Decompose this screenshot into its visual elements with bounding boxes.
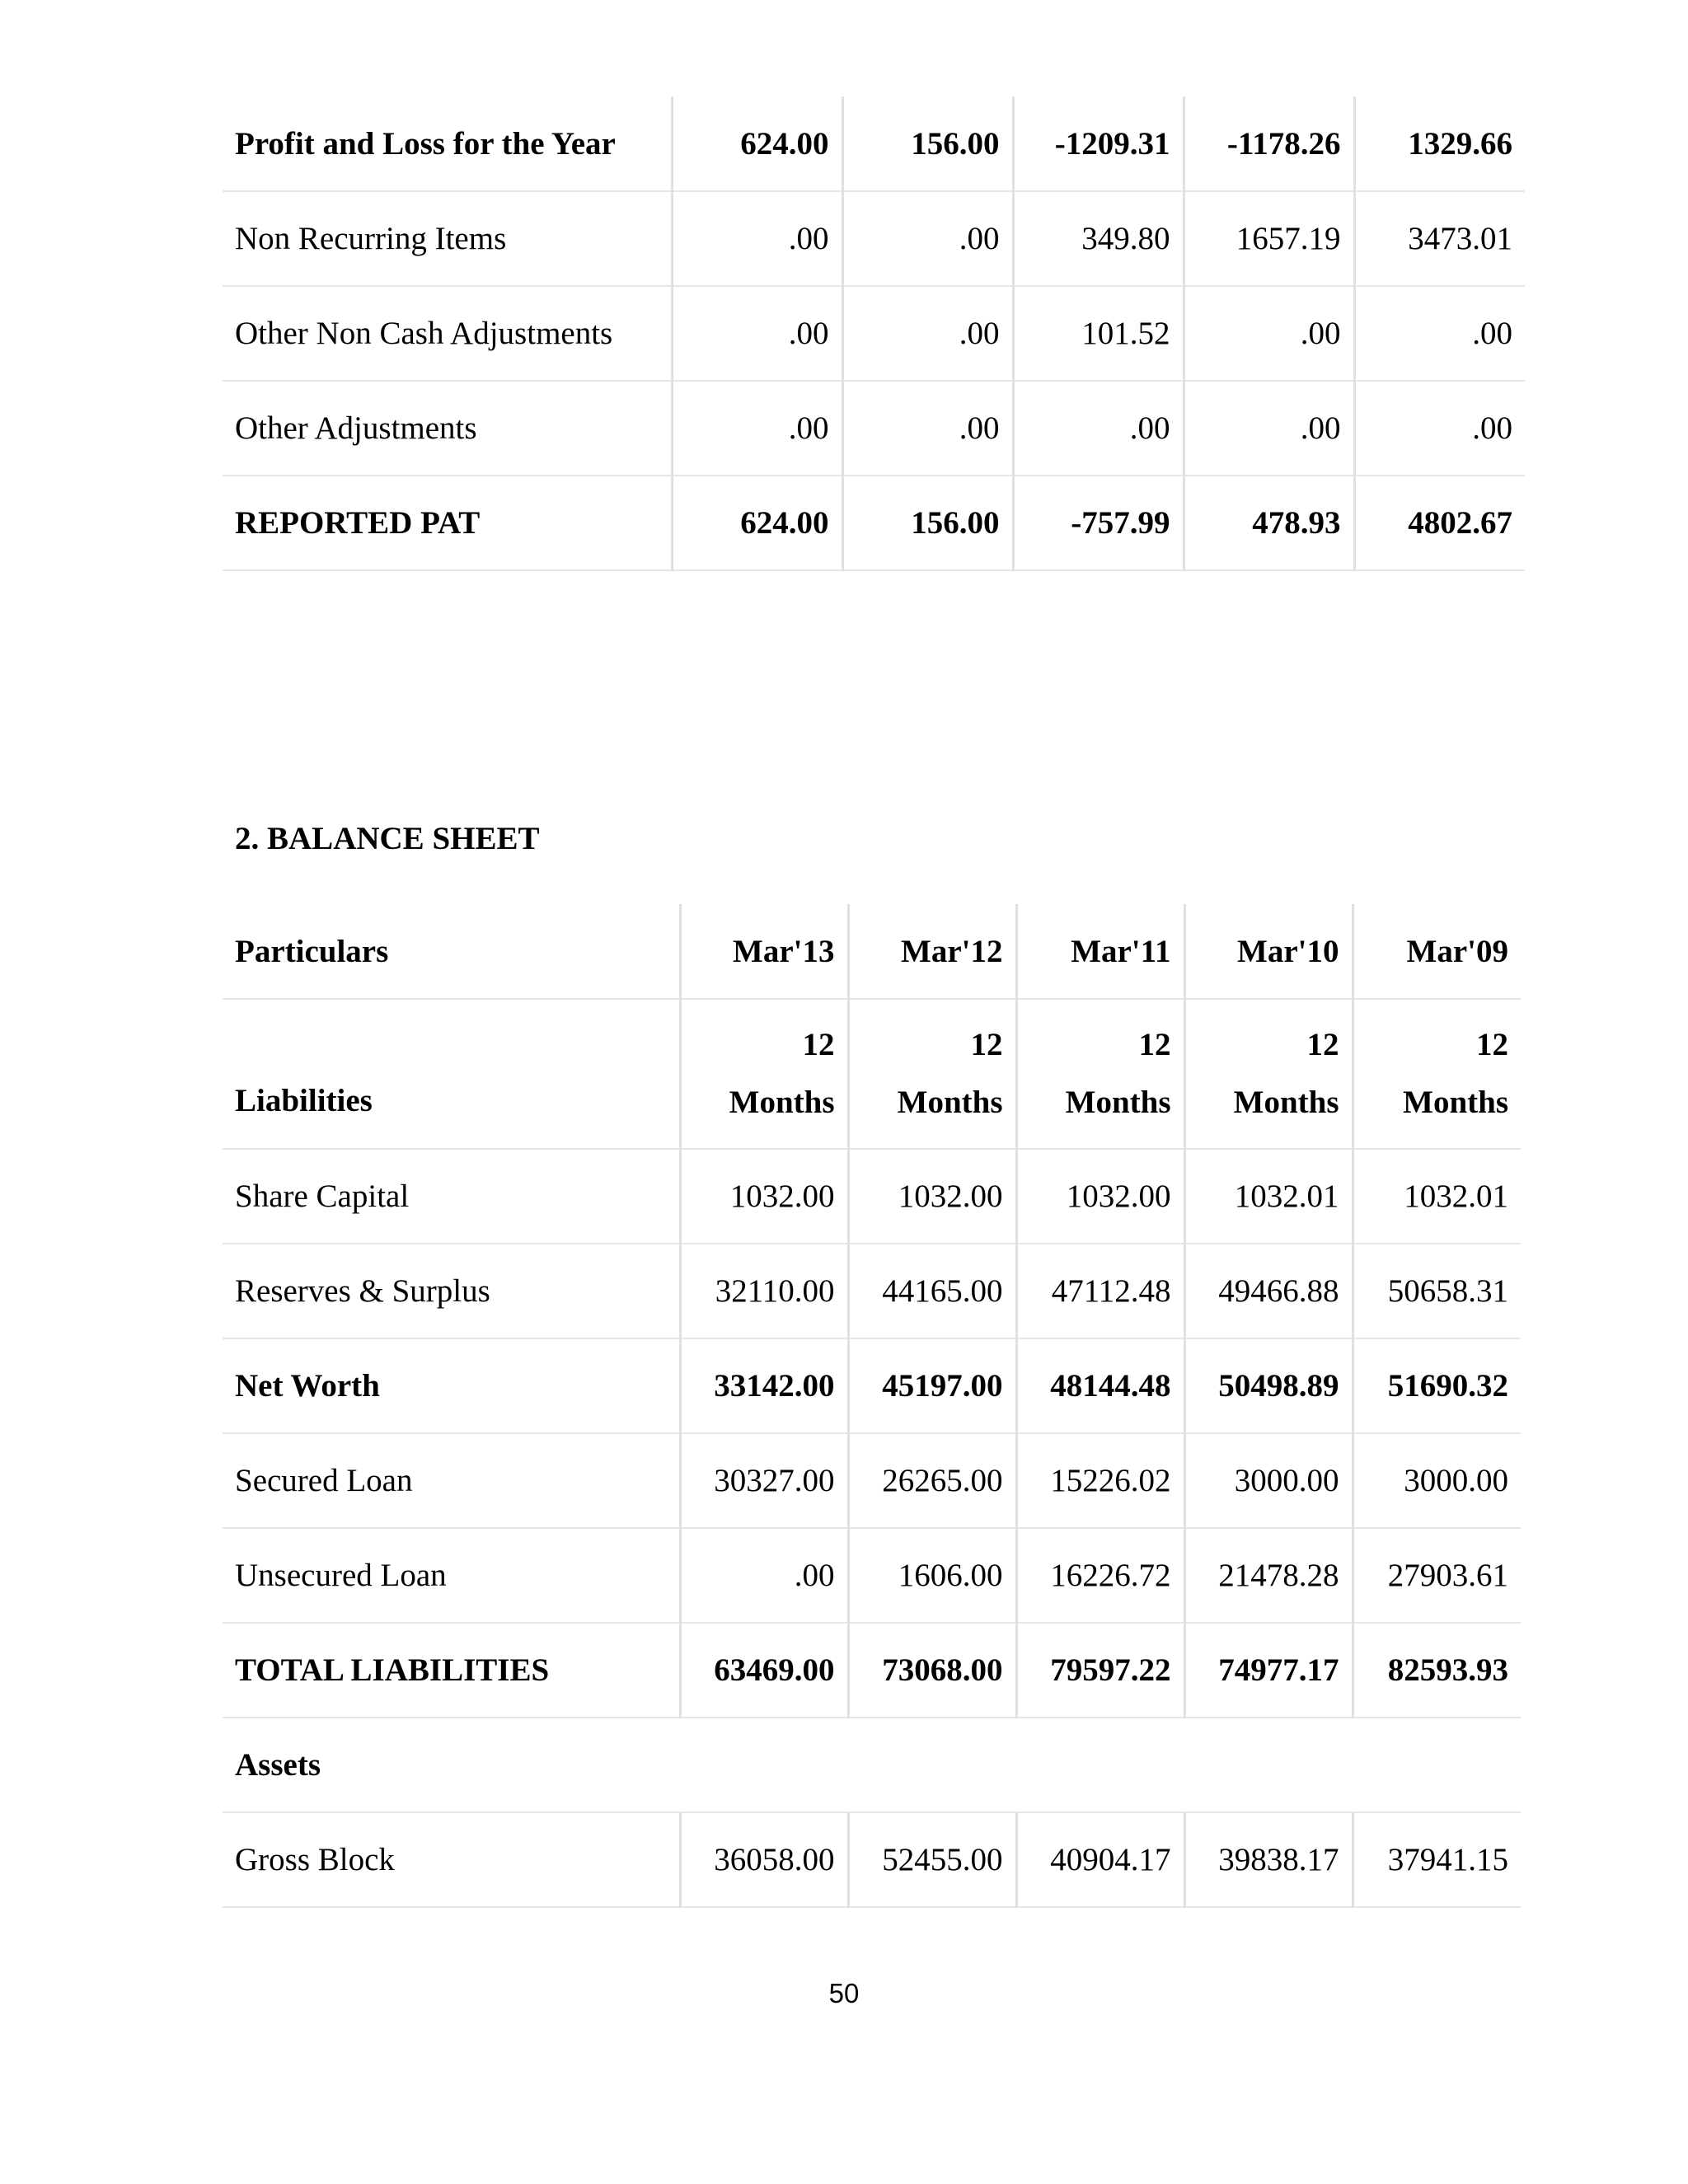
column-header: Mar'12 [848,904,1016,999]
row-value: 47112.48 [1016,1244,1184,1338]
row-value: 32110.00 [680,1244,848,1338]
row-value: 51690.32 [1353,1338,1521,1433]
page-number: 50 [828,1978,860,2008]
balance-sheet-title: 2. BALANCE SHEET [235,821,540,856]
table-row [223,1528,1521,1623]
table-row [223,381,1525,476]
row-value: 4802.67 [1354,476,1525,570]
row-value: 1657.19 [1184,191,1354,286]
period-cell [1016,999,1184,1149]
row-value: 1032.01 [1184,1149,1353,1244]
period-row [223,999,1521,1149]
row-value: 79597.22 [1016,1623,1184,1718]
row-value: 44165.00 [848,1244,1016,1338]
row-value: 349.80 [1013,191,1184,286]
row-value: 27903.61 [1353,1528,1521,1623]
empty-cell [848,1718,1016,1812]
table-row [223,1812,1521,1907]
row-value: 48144.48 [1016,1338,1184,1433]
row-label: Non Recurring Items [223,191,672,286]
row-value: 26265.00 [848,1433,1016,1528]
row-value: 3000.00 [1184,1433,1353,1528]
period-line: Months [1065,1085,1171,1120]
period-line: 12 [802,1027,835,1062]
row-value: 15226.02 [1016,1433,1184,1528]
table-row [223,191,1525,286]
assets-section-row [223,1718,1521,1812]
table-row [223,1338,1521,1433]
row-value: -1209.31 [1013,96,1184,191]
row-value: 36058.00 [680,1812,848,1907]
row-value: 1032.00 [680,1149,848,1244]
row-label: Secured Loan [223,1433,680,1528]
period-line: 12 [1138,1027,1171,1062]
profit-loss-table [223,96,1525,571]
row-label: Other Adjustments [223,381,672,476]
row-value: .00 [1013,381,1184,476]
period-line: Months [1403,1085,1508,1120]
row-label: Net Worth [223,1338,680,1433]
column-header: Mar'10 [1184,904,1353,999]
column-header: Mar'09 [1353,904,1521,999]
period-cell [1184,999,1353,1149]
row-value: 1606.00 [848,1528,1016,1623]
balance-sheet-table [223,904,1521,1908]
row-value: .00 [842,286,1013,381]
row-value: 156.00 [842,96,1013,191]
row-value: 1032.00 [1016,1149,1184,1244]
period-line: Months [1233,1085,1339,1120]
empty-cell [1353,1718,1521,1812]
row-value: .00 [672,381,842,476]
period-cell [848,999,1016,1149]
section-label-liabilities: Liabilities [223,999,680,1149]
row-label: TOTAL LIABILITIES [223,1623,680,1718]
period-line: Months [897,1085,1003,1120]
table-row [223,96,1525,191]
row-value: 40904.17 [1016,1812,1184,1907]
row-value: .00 [1184,286,1354,381]
period-cell [680,999,848,1149]
row-label: Reserves & Surplus [223,1244,680,1338]
row-value: .00 [680,1528,848,1623]
row-label: Other Non Cash Adjustments [223,286,672,381]
column-header: Mar'11 [1016,904,1184,999]
row-label: Share Capital [223,1149,680,1244]
empty-cell [1184,1718,1353,1812]
row-value: 63469.00 [680,1623,848,1718]
row-value: 1329.66 [1354,96,1525,191]
row-value: 73068.00 [848,1623,1016,1718]
row-label: Gross Block [223,1812,680,1907]
row-value: 74977.17 [1184,1623,1353,1718]
row-value: .00 [1354,381,1525,476]
table-row [223,1149,1521,1244]
row-value: .00 [672,191,842,286]
row-value: 3473.01 [1354,191,1525,286]
period-line: 12 [970,1027,1003,1062]
row-value: -757.99 [1013,476,1184,570]
header-label: Particulars [223,904,680,999]
row-value: 3000.00 [1353,1433,1521,1528]
row-value: 624.00 [672,96,842,191]
row-value: 33142.00 [680,1338,848,1433]
table-header-row [223,904,1521,999]
period-line: 12 [1306,1027,1339,1062]
table-row [223,1623,1521,1718]
row-value: 45197.00 [848,1338,1016,1433]
period-cell [1353,999,1521,1149]
row-value: .00 [842,381,1013,476]
period-line: Months [729,1085,835,1120]
row-value: 49466.88 [1184,1244,1353,1338]
table-row [223,286,1525,381]
table-row [223,1433,1521,1528]
row-value: 156.00 [842,476,1013,570]
row-value: .00 [672,286,842,381]
row-value: 37941.15 [1353,1812,1521,1907]
row-value: .00 [1184,381,1354,476]
row-value: 39838.17 [1184,1812,1353,1907]
period-line: 12 [1476,1027,1508,1062]
table-row [223,476,1525,570]
row-label: Profit and Loss for the Year [223,96,672,191]
section-label-assets: Assets [223,1718,680,1812]
row-value: 52455.00 [848,1812,1016,1907]
row-value: .00 [1354,286,1525,381]
row-label: Unsecured Loan [223,1528,680,1623]
row-value: 50658.31 [1353,1244,1521,1338]
row-value: 101.52 [1013,286,1184,381]
row-value: 478.93 [1184,476,1354,570]
empty-cell [1016,1718,1184,1812]
row-value: 21478.28 [1184,1528,1353,1623]
row-value: 82593.93 [1353,1623,1521,1718]
table-row [223,1244,1521,1338]
column-header: Mar'13 [680,904,848,999]
row-value: 1032.00 [848,1149,1016,1244]
row-value: 30327.00 [680,1433,848,1528]
row-value: 1032.01 [1353,1149,1521,1244]
row-value: -1178.26 [1184,96,1354,191]
row-label: REPORTED PAT [223,476,672,570]
row-value: 50498.89 [1184,1338,1353,1433]
empty-cell [680,1718,848,1812]
row-value: 624.00 [672,476,842,570]
row-value: 16226.72 [1016,1528,1184,1623]
row-value: .00 [842,191,1013,286]
